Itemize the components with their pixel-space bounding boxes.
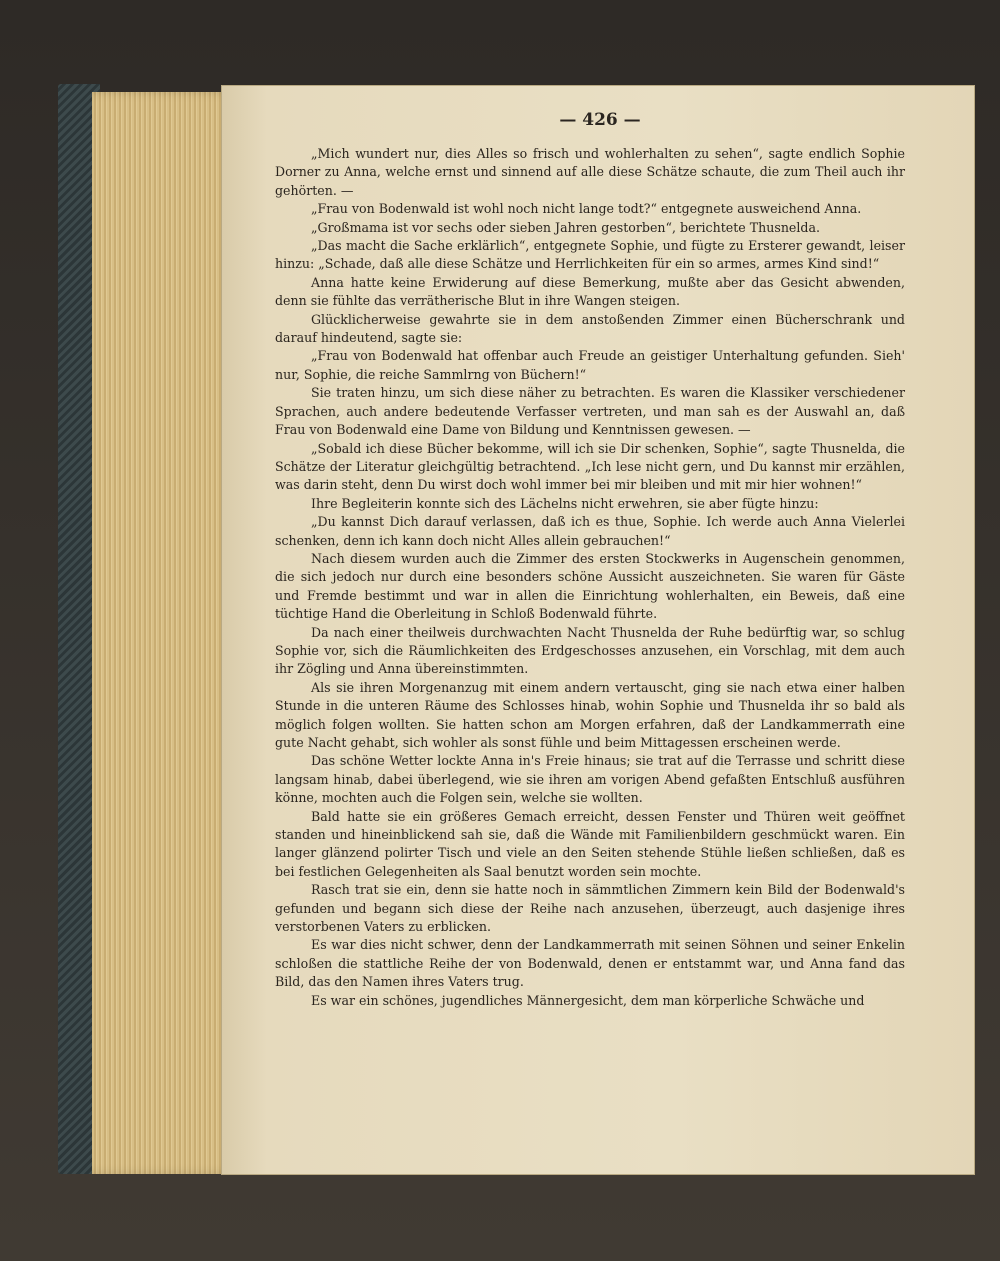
paragraph: Nach diesem wurden auch die Zimmer des ersten Stockwerks in Augenschein genommen, die sich jedoch nur durch eine besonders schöne Aussicht auszeichneten. Sie waren für Gäste und Fremde bestimmt und war in allen die Einrichtung wohlerhalten, ein Beweis, daß eine tüchtige Hand die Oberleitung in Schloß Bodenwald führte. bbox=[275, 550, 905, 622]
paragraph: „Sobald ich diese Bücher bekomme, will ich sie Dir schenken, Sophie“, sagte Thusnelda, die Schätze der Literatur gleichgültig betrachtend. „Ich lese nicht gern, und Du kannst mir erzählen, was darin steht, denn Du wirst doch wohl immer bei mir bleiben und mit mir hier wohnen!“ bbox=[275, 440, 905, 493]
paragraph: Ihre Begleiterin konnte sich des Lächelns nicht erwehren, sie aber fügte hinzu: bbox=[311, 495, 819, 511]
page-number: — 426 — bbox=[559, 110, 641, 130]
paragraph: Es war ein schönes, jugendliches Männergesicht, dem man körperliche Schwäche und bbox=[311, 992, 865, 1008]
paragraph: Da nach einer theilweis durchwachten Nacht Thusnelda der Ruhe bedürftig war, so schlug Sophie vor, sich die Räumlichkeiten des Erdgeschosses anzusehen, ein Vorschlag, mit dem auch ihr Zögling und Anna übereinstimmten. bbox=[275, 624, 905, 677]
paragraph: Anna hatte keine Erwiderung auf diese Bemerkung, mußte aber das Gesicht abwenden, denn sie fühlte das verrätherische Blut in ihre Wangen steigen. bbox=[275, 274, 905, 309]
paragraph: Das schöne Wetter lockte Anna in's Freie hinaus; sie trat auf die Terrasse und schritt diese langsam hinab, dabei überlegend, wie sie ihren am vorigen Abend gefaßten Entschluß ausführen könne, mochten auch die Folgen sein, welche sie wollten. bbox=[275, 753, 905, 806]
paragraph: Glücklicherweise gewahrte sie in dem anstoßenden Zimmer einen Bücherschrank und darauf hindeutend, sagte sie: bbox=[275, 311, 905, 346]
paragraph: Bald hatte sie ein größeres Gemach erreicht, dessen Fenster und Thüren weit geöffnet standen und hineinblickend sah sie, daß die Wände mit Familienbildern geschmückt waren. Ein langer glänzend polirter Tisch und viele an den Seiten stehende Stühle ließen schließen, daß es bei festlichen Gelegenheiten als Saal benutzt worden sein mochte. bbox=[275, 808, 905, 879]
page-stack-edges bbox=[92, 92, 242, 1174]
paragraph: „Großmama ist vor sechs oder sieben Jahren gestorben“, berichtete Thusnelda. bbox=[311, 219, 820, 235]
paragraph: „Mich wundert nur, dies Alles so frisch und wohlerhalten zu sehen“, sagte endlich Sophie Dorner zu Anna, welche ernst und sinnend auf alle diese Schätze schaute, die zum Theil auch ihr gehörten. — bbox=[275, 146, 905, 198]
paragraph: „Frau von Bodenwald hat offenbar auch Freude an geistiger Unterhaltung gefunden. Sieh' nur, Sophie, die reiche Sammlrng von Büchern!“ bbox=[275, 348, 905, 382]
paragraph: Sie traten hinzu, um sich diese näher zu betrachten. Es waren die Klassiker verschiedener Sprachen, auch andere bedeutende Verfasser vertreten, und man sah es der Auswahl an, daß Frau von Bodenwald eine Dame von Bildung und Kenntnissen gewesen. — bbox=[275, 385, 905, 438]
body-text bbox=[275, 145, 905, 1095]
paragraph: Rasch trat sie ein, denn sie hatte noch in sämmtlichen Zimmern kein Bild der Bodenwald's gefunden und begann sich diese der Reihe nach anzusehen, überzeugt, auch dasjenige ihres verstorbenen Vaters zu erblicken. bbox=[275, 882, 905, 935]
paragraph: „Du kannst Dich darauf verlassen, daß ich es thue, Sophie. Ich werde auch Anna Vielerlei schenken, denn ich kann doch nicht Alles allein gebrauchen!“ bbox=[275, 514, 905, 548]
paragraph: „Das macht die Sache erklärlich“, entgegnete Sophie, und fügte zu Ersterer gewandt, leiser hinzu: „Schade, daß alle diese Schätze und Herrlichkeiten für ein so armes, armes Kind sind!“ bbox=[275, 238, 905, 272]
paragraph: „Frau von Bodenwald ist wohl noch nicht lange todt?“ entgegnete ausweichend Anna. bbox=[311, 201, 862, 217]
paragraph: Als sie ihren Morgenanzug mit einem andern vertauscht, ging sie nach etwa einer halben Stunde in die unteren Räume des Schlosses hinab, wohin Sophie und Thusnelda ihr so bald als möglich folgen wollten. Sie hatten schon am Morgen erfahren, daß der Landkammerrath eine gute Nacht gehabt, sich wohler als sonst fühle und beim Mittagessen erscheinen werde. bbox=[275, 679, 905, 750]
paragraph: Es war dies nicht schwer, denn der Landkammerrath mit seinen Söhnen und seiner Enkelin schloßen die stattliche Reihe der von Bodenwald, denen er entstammt war, und Anna fand das Bild, das den Namen ihres Vaters trug. bbox=[275, 937, 905, 990]
